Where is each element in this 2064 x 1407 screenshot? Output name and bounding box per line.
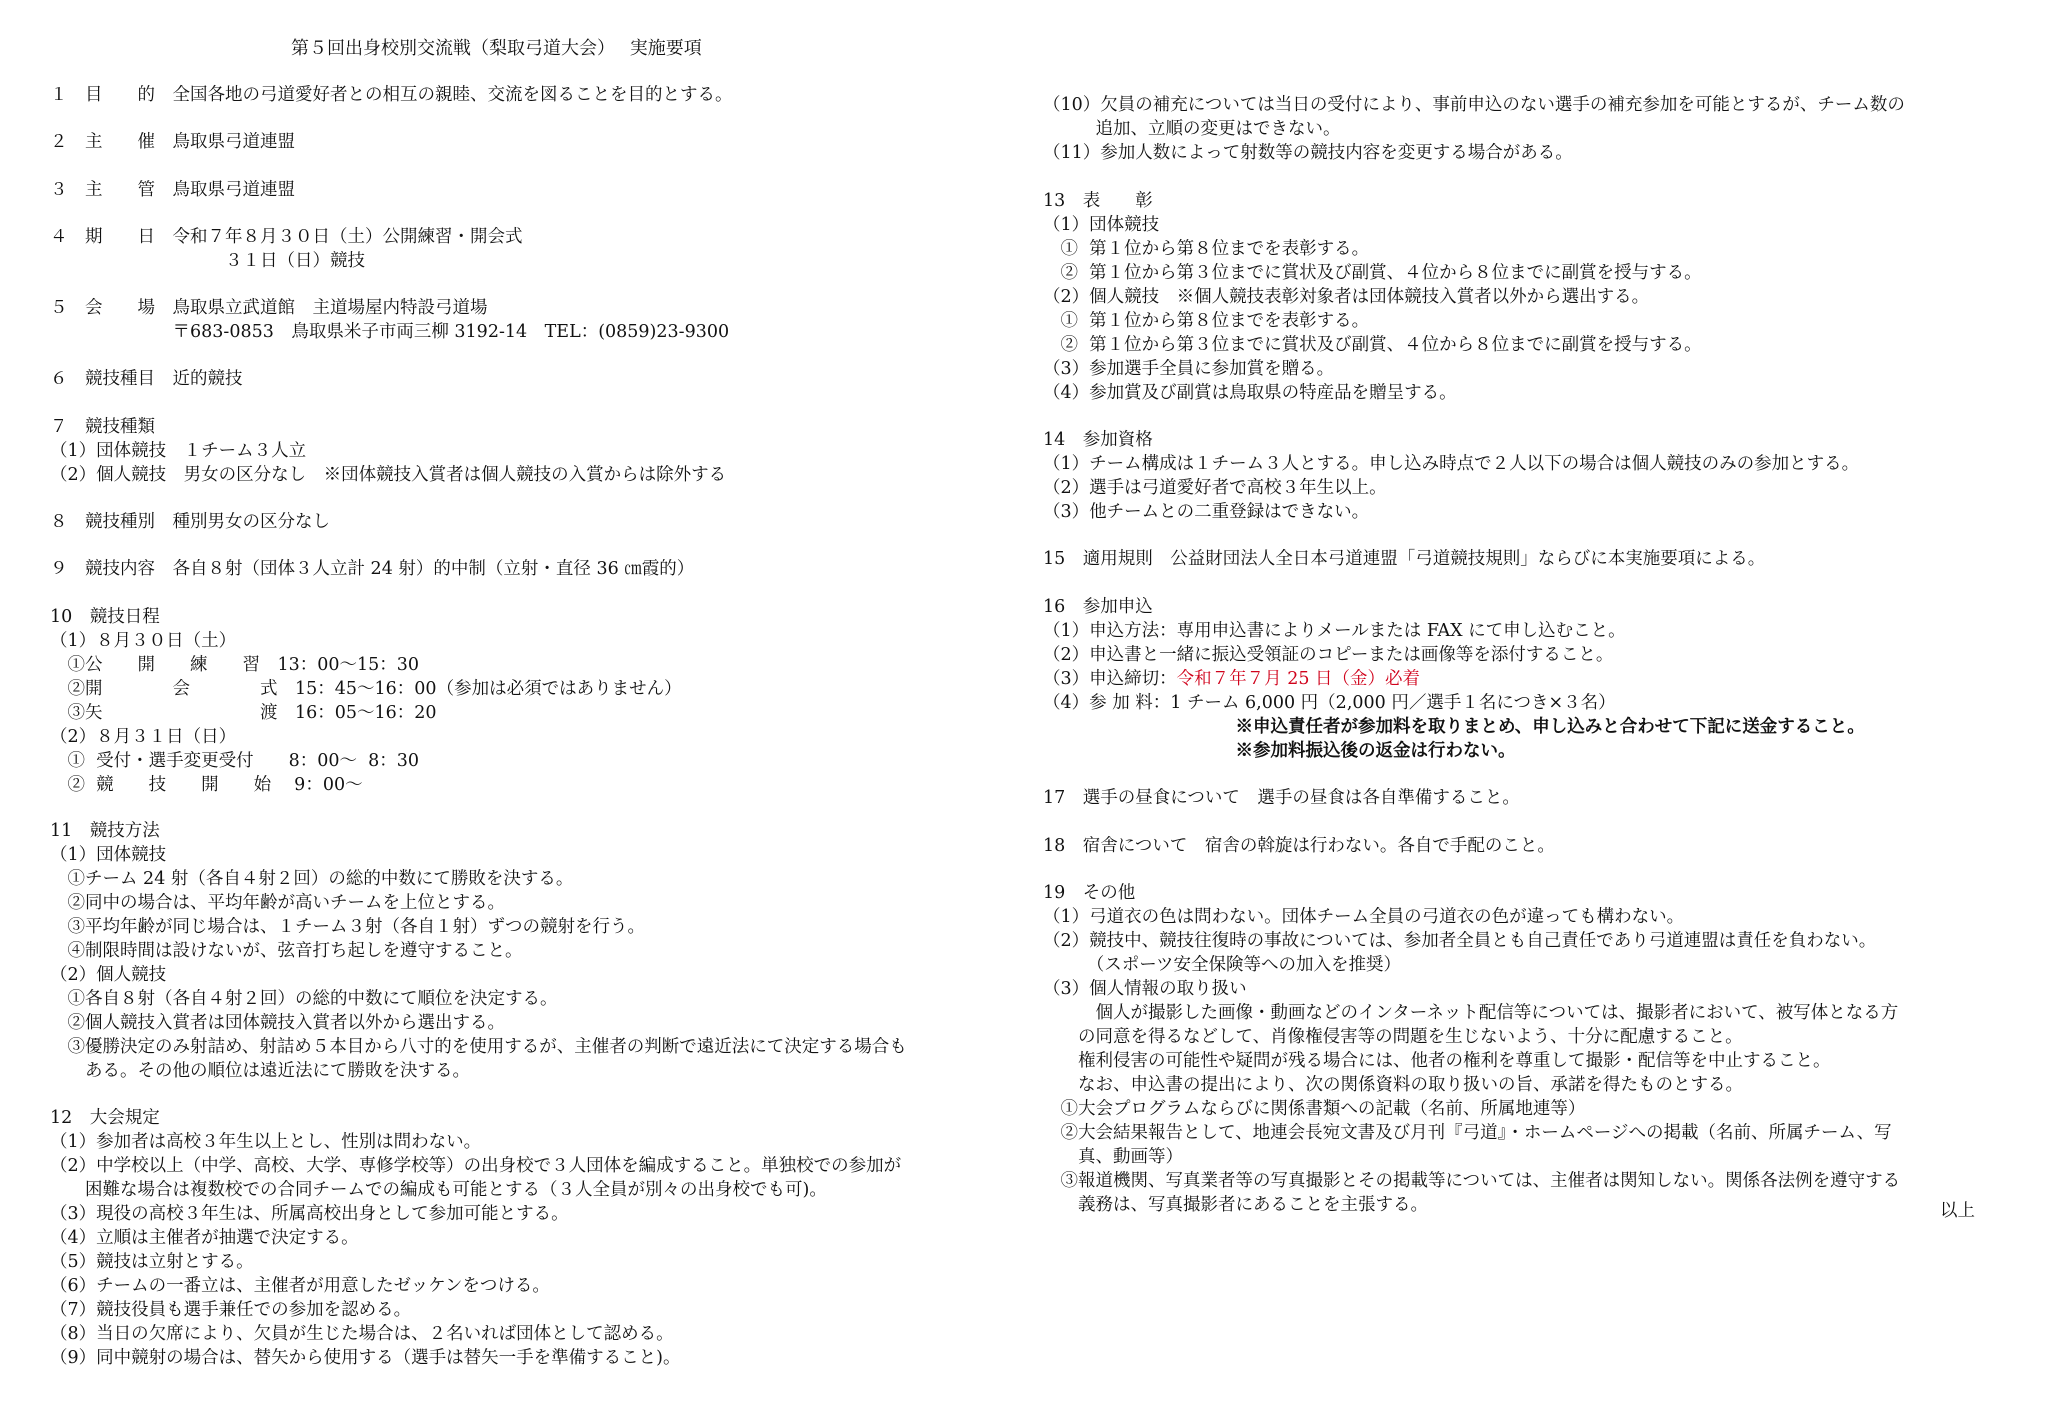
list-item: ②個人競技入賞者は団体競技入賞者以外から選出する。 bbox=[50, 1013, 505, 1033]
section-application: 16 参加申込 bbox=[1043, 597, 1153, 617]
section-date-line2: ３１日（日）競技 bbox=[50, 251, 365, 271]
list-item: ③報道機関、写真業者等の写真撮影とその掲載等については、主催者は関知しない。関係各法例を遵守する bbox=[1043, 1171, 1901, 1191]
list-item: 義務は、写真撮影者にあることを主張する。 bbox=[1043, 1195, 1428, 1215]
section-schedule: 10 競技日程 bbox=[50, 607, 160, 627]
list-item: （3）参加選手全員に参加賞を贈る。 bbox=[1043, 359, 1335, 379]
section-event-type: ６ 競技種目 近的競技 bbox=[50, 369, 243, 389]
list-item: （6）チームの一番立は、主催者が用意したゼッケンをつける。 bbox=[50, 1276, 550, 1296]
section-lunch: 17 選手の昼食について 選手の昼食は各自準備すること。 bbox=[1043, 788, 1520, 808]
list-item: （1）弓道衣の色は問わない。団体チーム全員の弓道衣の色が違っても構わない。 bbox=[1043, 907, 1685, 927]
list-item: （2）個人競技 bbox=[50, 965, 167, 985]
list-item: ②大会結果報告として、地連会長宛文書及び月刊『弓道』・ホームページへの掲載（名前、所属チーム、写 bbox=[1043, 1123, 1892, 1143]
section-rules: 12 大会規定 bbox=[50, 1108, 160, 1128]
list-item: ②同中の場合は、平均年齢が高いチームを上位とする。 bbox=[50, 893, 505, 913]
section-venue: ５ 会 場 鳥取県立武道館 主道場屋内特設弓道場 bbox=[50, 298, 488, 318]
section-categories: ７ 競技種類 bbox=[50, 417, 155, 437]
list-item: （1）団体競技 １チーム３人立 bbox=[50, 441, 307, 461]
closing-mark: 以上 bbox=[1940, 1201, 1975, 1221]
list-item: ① 受付・選手変更受付 8：00～ 8：30 bbox=[50, 751, 420, 771]
section-content: ９ 競技内容 各自８射（団体３人立計 24 射）的中制（立射・直径 36 ㎝霞的） bbox=[50, 559, 695, 579]
list-item: （1）団体競技 bbox=[50, 845, 167, 865]
list-item: 個人が撮影した画像・動画などのインターネット配信等については、撮影者において、被写体となる方 bbox=[1043, 1003, 1899, 1023]
list-item: 追加、立順の変更はできない。 bbox=[1043, 119, 1341, 139]
list-item: （2）個人競技 ※個人競技表彰対象者は団体競技入賞者以外から選出する。 bbox=[1043, 287, 1650, 307]
list-item: なお、申込書の提出により、次の関係資料の取り扱いの旨、承諾を得たものとする。 bbox=[1043, 1075, 1743, 1095]
list-item: ②開 会 式 15：45～16：00（参加は必須ではありません） bbox=[50, 679, 682, 699]
list-item: （1）団体競技 bbox=[1043, 215, 1160, 235]
list-item: ①各自８射（各自４射２回）の総的中数にて順位を決定する。 bbox=[50, 989, 558, 1009]
section-organizer: ２ 主 催 鳥取県弓道連盟 bbox=[50, 132, 295, 152]
list-item: （1）８月３０日（土） bbox=[50, 631, 237, 651]
deadline-label: （3）申込締切： bbox=[1043, 669, 1177, 689]
refund-note: ※参加料振込後の返金は行わない。 bbox=[1043, 741, 1516, 761]
list-item: （11）参加人数によって射数等の競技内容を変更する場合がある。 bbox=[1043, 143, 1573, 163]
section-manager: ３ 主 管 鳥取県弓道連盟 bbox=[50, 180, 295, 200]
list-item: （1）参加者は高校３年生以上とし、性別は問わない。 bbox=[50, 1132, 482, 1152]
document-title: 第５回出身校別交流戦（梨取弓道大会） 実施要項 bbox=[291, 38, 702, 59]
section-applicable-rules: 15 適用規則 公益財団法人全日本弓道連盟「弓道競技規則」ならびに本実施要項による。 bbox=[1043, 549, 1766, 569]
list-item: ① 第１位から第８位までを表彰する。 bbox=[1043, 311, 1370, 331]
list-item: （2）中学校以上（中学、高校、大学、専修学校等）の出身校で３人団体を編成すること。単独校での参加が bbox=[50, 1156, 902, 1176]
section-method: 11 競技方法 bbox=[50, 821, 160, 841]
list-item: （7）競技役員も選手兼任での参加を認める。 bbox=[50, 1300, 412, 1320]
list-item: ① 第１位から第８位までを表彰する。 bbox=[1043, 239, 1370, 259]
list-item: ② 第１位から第３位までに賞状及び副賞、４位から８位までに副賞を授与する。 bbox=[1043, 263, 1702, 283]
list-item: 困難な場合は複数校での合同チームでの編成も可能とする（３人全員が別々の出身校でも可)。 bbox=[50, 1180, 827, 1200]
list-item: （2）個人競技 男女の区分なし ※団体競技入賞者は個人競技の入賞からは除外する bbox=[50, 465, 727, 485]
fee-note: ※申込責任者が参加料を取りまとめ、申し込みと合わせて下記に送金すること。 bbox=[1043, 717, 1865, 737]
list-item: （2）競技中、競技往復時の事故については、参加者全員とも自己責任であり弓道連盟は責任を負わない。 bbox=[1043, 931, 1877, 951]
list-item: の同意を得るなどして、肖像権侵害等の問題を生じないよう、十分に配慮すること。 bbox=[1043, 1027, 1743, 1047]
list-item: 権利侵害の可能性や疑問が残る場合には、他者の権利を尊重して撮影・配信等を中止すること。 bbox=[1043, 1051, 1831, 1071]
section-purpose: １ 目 的 全国各地の弓道愛好者との相互の親睦、交流を図ることを目的とする。 bbox=[50, 85, 733, 105]
list-item: （2）選手は弓道愛好者で高校３年生以上。 bbox=[1043, 478, 1387, 498]
section-eligibility: 14 参加資格 bbox=[1043, 430, 1153, 450]
list-item: （1）チーム構成は１チーム３人とする。申し込み時点で２人以下の場合は個人競技のみの参加とする。 bbox=[1043, 454, 1860, 474]
list-item: ①大会プログラムならびに関係書類への記載（名前、所属地連等） bbox=[1043, 1099, 1586, 1119]
list-item: （4）立順は主催者が抽選で決定する。 bbox=[50, 1228, 359, 1248]
list-item: ③矢 渡 16：05～16：20 bbox=[50, 703, 437, 723]
list-item: ある。その他の順位は遠近法にて勝敗を決する。 bbox=[50, 1061, 470, 1081]
list-item: （4）参 加 料：1 チーム 6,000 円（2,000 円／選手１名につき×３名） bbox=[1043, 693, 1616, 713]
list-item: （スポーツ安全保険等への加入を推奨） bbox=[1043, 955, 1402, 975]
deadline-line bbox=[1043, 668, 1420, 690]
list-item: （1）申込方法：専用申込書によりメールまたは FAX にて申し込むこと。 bbox=[1043, 621, 1626, 641]
list-item: ② 競 技 開 始 9：00～ bbox=[50, 775, 363, 795]
list-item: （2）８月３１日（日） bbox=[50, 727, 237, 747]
list-item: ② 第１位から第３位までに賞状及び副賞、４位から８位までに副賞を授与する。 bbox=[1043, 335, 1702, 355]
list-item: （2）申込書と一緒に振込受領証のコピーまたは画像等を添付すること。 bbox=[1043, 645, 1614, 665]
list-item: （9）同中競射の場合は、替矢から使用する（選手は替矢一手を準備すること)。 bbox=[50, 1348, 681, 1368]
list-item: ③優勝決定のみ射詰め、射詰め５本目から八寸的を使用するが、主催者の判断で遠近法にて決定する場合も bbox=[50, 1037, 907, 1057]
list-item: （3）個人情報の取り扱い bbox=[1043, 979, 1247, 999]
list-item: （5）競技は立射とする。 bbox=[50, 1252, 254, 1272]
list-item: ①公 開 練 習 13：00～15：30 bbox=[50, 655, 420, 675]
section-awards: 13 表 彰 bbox=[1043, 191, 1153, 211]
list-item: ①チーム 24 射（各自４射２回）の総的中数にて勝敗を決する。 bbox=[50, 869, 574, 889]
list-item: （4）参加賞及び副賞は鳥取県の特産品を贈呈する。 bbox=[1043, 383, 1457, 403]
section-other: 19 その他 bbox=[1043, 883, 1136, 903]
list-item: 真、動画等） bbox=[1043, 1147, 1183, 1167]
list-item: （3）他チームとの二重登録はできない。 bbox=[1043, 502, 1370, 522]
section-lodging: 18 宿舎について 宿舎の斡旋は行わない。各自で手配のこと。 bbox=[1043, 836, 1555, 856]
list-item: ③平均年齢が同じ場合は、１チーム３射（各自１射）ずつの競射を行う。 bbox=[50, 917, 645, 937]
section-classes: ８ 競技種別 種別男女の区分なし bbox=[50, 512, 330, 532]
section-date: ４ 期 日 令和７年８月３０日（土）公開練習・開会式 bbox=[50, 227, 523, 247]
deadline-value: 令和７年７月 25 日（金）必着 bbox=[1176, 669, 1421, 689]
list-item: （3）現役の高校３年生は、所属高校出身として参加可能とする。 bbox=[50, 1204, 569, 1224]
list-item: ④制限時間は設けないが、弦音打ち起しを遵守すること。 bbox=[50, 941, 523, 961]
list-item: （8）当日の欠席により、欠員が生じた場合は、２名いれば団体として認める。 bbox=[50, 1324, 674, 1344]
section-venue-address: 〒683-0853 鳥取県米子市両三柳 3192-14 TEL：(0859)23-9300 bbox=[50, 322, 730, 342]
list-item: （10）欠員の補充については当日の受付により、事前申込のない選手の補充参加を可能とするが、チーム数の bbox=[1043, 95, 1905, 115]
